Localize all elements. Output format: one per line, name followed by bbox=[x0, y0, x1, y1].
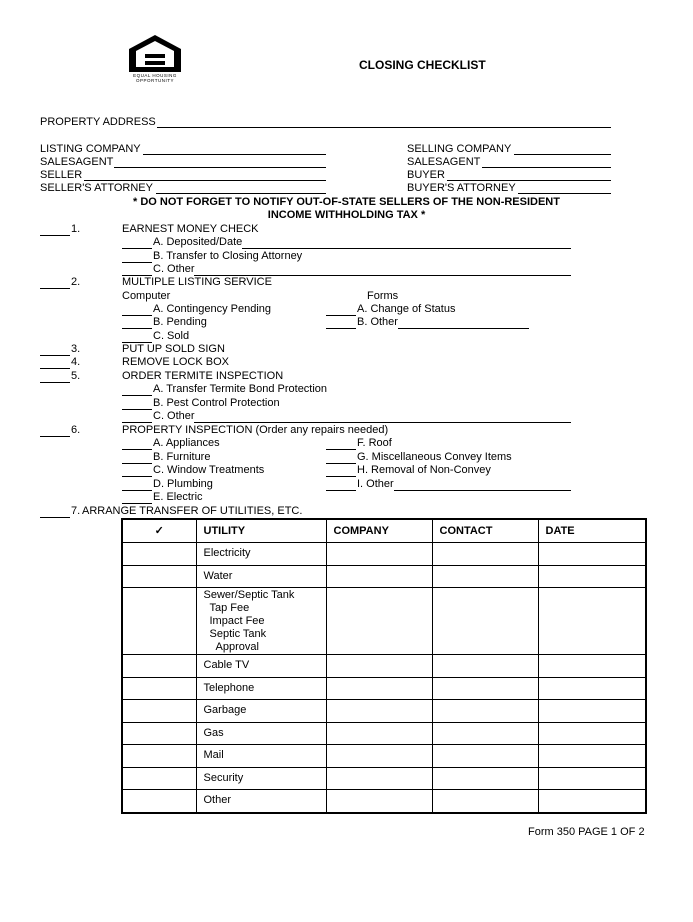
contact-cell[interactable] bbox=[432, 700, 538, 723]
contact-cell[interactable] bbox=[432, 543, 538, 566]
table-row bbox=[122, 565, 646, 588]
utility-telephone: Telephone bbox=[196, 677, 326, 700]
item-6i-checkline[interactable] bbox=[326, 490, 356, 491]
utility-septic-tank: Septic Tank bbox=[209, 627, 267, 640]
buyer-label: BUYER bbox=[407, 169, 445, 181]
table-row bbox=[122, 588, 646, 655]
contact-cell[interactable] bbox=[432, 655, 538, 678]
utility-garbage: Garbage bbox=[196, 700, 326, 723]
item-5c-label: C. Other bbox=[153, 410, 195, 422]
item-2a-label: A. Contingency Pending bbox=[153, 303, 272, 315]
contact-cell[interactable] bbox=[432, 745, 538, 768]
check-cell[interactable] bbox=[122, 655, 196, 678]
date-column-header: DATE bbox=[538, 519, 646, 543]
utility-tap-fee: Tap Fee bbox=[209, 601, 250, 614]
item-6e-checkline[interactable] bbox=[122, 503, 152, 504]
item-6e-label: E. Electric bbox=[153, 491, 203, 503]
item-2fa-checkline[interactable] bbox=[326, 315, 356, 316]
utility-gas: Gas bbox=[196, 722, 326, 745]
item-6f-checkline[interactable] bbox=[326, 449, 356, 450]
sellers-attorney-line[interactable] bbox=[156, 193, 326, 194]
item-2-title: MULTIPLE LISTING SERVICE bbox=[122, 276, 272, 288]
company-cell[interactable] bbox=[326, 543, 432, 566]
check-cell[interactable] bbox=[122, 767, 196, 790]
item-6g-checkline[interactable] bbox=[326, 463, 356, 464]
check-cell[interactable] bbox=[122, 700, 196, 723]
item-4-title: REMOVE LOCK BOX bbox=[122, 356, 229, 368]
item-5-number: 5. bbox=[71, 370, 81, 382]
item-1a-checkline[interactable] bbox=[122, 248, 152, 249]
item-2-checkline[interactable] bbox=[40, 288, 70, 289]
table-header-row bbox=[122, 519, 646, 543]
item-2fb-line[interactable] bbox=[398, 328, 529, 329]
date-cell[interactable] bbox=[538, 700, 646, 723]
item-6-number: 6. bbox=[71, 424, 81, 436]
check-cell[interactable] bbox=[122, 722, 196, 745]
item-3-checkline[interactable] bbox=[40, 355, 70, 356]
item-5b-checkline[interactable] bbox=[122, 409, 152, 410]
date-cell[interactable] bbox=[538, 543, 646, 566]
item-6c-checkline[interactable] bbox=[122, 476, 152, 477]
contact-cell[interactable] bbox=[432, 677, 538, 700]
contact-column-header: CONTACT bbox=[432, 519, 538, 543]
table-row bbox=[122, 745, 646, 768]
item-6b-checkline[interactable] bbox=[122, 463, 152, 464]
item-6-title: PROPERTY INSPECTION (Order any repairs needed) bbox=[122, 424, 389, 436]
selling-company-label: SELLING COMPANY bbox=[407, 143, 512, 155]
seller-line[interactable] bbox=[84, 180, 326, 181]
utilities-table bbox=[121, 518, 647, 814]
utility-cable: Cable TV bbox=[196, 655, 326, 678]
item-2fa-label: A. Change of Status bbox=[357, 303, 456, 315]
item-1a-label: A. Deposited/Date bbox=[153, 236, 243, 248]
utility-approval: Approval bbox=[215, 640, 259, 653]
item-6h-checkline[interactable] bbox=[326, 476, 356, 477]
item-2b-label: B. Pending bbox=[153, 316, 207, 328]
company-cell[interactable] bbox=[326, 700, 432, 723]
item-5-checkline[interactable] bbox=[40, 382, 70, 383]
utility-electricity: Electricity bbox=[196, 543, 326, 566]
item-6c-label: C. Window Treatments bbox=[153, 464, 265, 476]
contact-cell[interactable] bbox=[432, 565, 538, 588]
date-cell[interactable] bbox=[538, 588, 646, 655]
logo-text: EQUAL HOUSING OPPORTUNITY bbox=[133, 73, 177, 83]
date-cell[interactable] bbox=[538, 677, 646, 700]
company-cell[interactable] bbox=[326, 722, 432, 745]
item-6d-label: D. Plumbing bbox=[153, 478, 213, 490]
item-1-number: 1. bbox=[71, 223, 81, 235]
contact-cell[interactable] bbox=[432, 767, 538, 790]
item-6g-label: G. Miscellaneous Convey Items bbox=[357, 451, 512, 463]
salesagent-left-label: SALESAGENT bbox=[40, 156, 114, 168]
utility-security: Security bbox=[196, 767, 326, 790]
item-1a-line[interactable] bbox=[242, 248, 571, 249]
table-row bbox=[122, 722, 646, 745]
form-footer: Form 350 PAGE 1 OF 2 bbox=[528, 826, 645, 838]
utility-impact-fee: Impact Fee bbox=[209, 614, 265, 627]
item-1-title: EARNEST MONEY CHECK bbox=[122, 223, 259, 235]
item-6f-label: F. Roof bbox=[357, 437, 392, 449]
item-1c-label: C. Other bbox=[153, 263, 195, 275]
table-row bbox=[122, 543, 646, 566]
item-7-number: 7. bbox=[71, 505, 81, 517]
item-6i-label: I. Other bbox=[357, 478, 394, 490]
item-6i-line[interactable] bbox=[394, 490, 571, 491]
check-cell[interactable] bbox=[122, 565, 196, 588]
table-row bbox=[122, 700, 646, 723]
company-cell[interactable] bbox=[326, 565, 432, 588]
salesagent-right-line[interactable] bbox=[482, 167, 611, 168]
item-5a-checkline[interactable] bbox=[122, 395, 152, 396]
company-cell[interactable] bbox=[326, 588, 432, 655]
table-row bbox=[122, 767, 646, 790]
salesagent-left-line[interactable] bbox=[114, 167, 326, 168]
company-cell[interactable] bbox=[326, 767, 432, 790]
item-1-checkline[interactable] bbox=[40, 235, 70, 236]
property-address-label: PROPERTY ADDRESS bbox=[40, 116, 156, 128]
item-4-checkline[interactable] bbox=[40, 368, 70, 369]
item-6b-label: B. Furniture bbox=[153, 451, 211, 463]
item-3-title: PUT UP SOLD SIGN bbox=[122, 343, 225, 355]
utility-column-header: UTILITY bbox=[196, 519, 326, 543]
buyers-attorney-label: BUYER'S ATTORNEY bbox=[407, 182, 516, 194]
item-1b-checkline[interactable] bbox=[122, 262, 152, 263]
utility-water: Water bbox=[196, 565, 326, 588]
item-6a-checkline[interactable] bbox=[122, 449, 152, 450]
check-column-header: ✓ bbox=[122, 519, 196, 543]
check-cell[interactable] bbox=[122, 543, 196, 566]
table-row bbox=[122, 655, 646, 678]
item-5c-checkline[interactable] bbox=[122, 422, 152, 423]
company-cell[interactable] bbox=[326, 677, 432, 700]
item-4-number: 4. bbox=[71, 356, 81, 368]
item-2fb-label: B. Other bbox=[357, 316, 398, 328]
company-column-header: COMPANY bbox=[326, 519, 432, 543]
listing-company-label: LISTING COMPANY bbox=[40, 143, 141, 155]
date-cell[interactable] bbox=[538, 722, 646, 745]
contact-cell[interactable] bbox=[432, 722, 538, 745]
sellers-attorney-label: SELLER'S ATTORNEY bbox=[40, 182, 153, 194]
item-2a-checkline[interactable] bbox=[122, 315, 152, 316]
table-row bbox=[122, 677, 646, 700]
item-2fb-checkline[interactable] bbox=[326, 328, 356, 329]
seller-label: SELLER bbox=[40, 169, 83, 181]
item-2-computer-label: Computer bbox=[122, 290, 171, 302]
check-cell[interactable] bbox=[122, 745, 196, 768]
item-2c-label: C. Sold bbox=[153, 330, 190, 342]
utility-other: Other bbox=[196, 790, 326, 813]
item-3-number: 3. bbox=[71, 343, 81, 355]
date-cell[interactable] bbox=[538, 655, 646, 678]
selling-company-line[interactable] bbox=[514, 154, 611, 155]
item-6d-checkline[interactable] bbox=[122, 490, 152, 491]
item-7-title: ARRANGE TRANSFER OF UTILITIES, ETC. bbox=[82, 505, 303, 517]
date-cell[interactable] bbox=[538, 565, 646, 588]
property-address-line[interactable] bbox=[157, 127, 611, 128]
company-cell[interactable] bbox=[326, 745, 432, 768]
item-6h-label: H. Removal of Non-Convey bbox=[357, 464, 491, 476]
date-cell[interactable] bbox=[538, 790, 646, 813]
item-5-title: ORDER TERMITE INSPECTION bbox=[122, 370, 284, 382]
notice-line-1: * DO NOT FORGET TO NOTIFY OUT-OF-STATE SELLERS OF THE NON-RESIDENT bbox=[133, 196, 560, 208]
utility-sewer: Sewer/Septic Tank bbox=[203, 588, 295, 601]
company-cell[interactable] bbox=[326, 655, 432, 678]
buyers-attorney-line[interactable] bbox=[518, 193, 611, 194]
check-cell[interactable] bbox=[122, 588, 196, 655]
item-6a-label: A. Appliances bbox=[153, 437, 220, 449]
item-2-forms-label: Forms bbox=[367, 290, 399, 302]
item-1b-label: B. Transfer to Closing Attorney bbox=[153, 250, 303, 262]
date-cell[interactable] bbox=[538, 767, 646, 790]
table-row bbox=[122, 790, 646, 813]
item-6-checkline[interactable] bbox=[40, 436, 70, 437]
contact-cell[interactable] bbox=[432, 790, 538, 813]
utility-mail: Mail bbox=[196, 745, 326, 768]
item-7-checkline[interactable] bbox=[40, 517, 70, 518]
buyer-line[interactable] bbox=[447, 180, 611, 181]
item-2b-checkline[interactable] bbox=[122, 328, 152, 329]
listing-company-line[interactable] bbox=[143, 154, 326, 155]
date-cell[interactable] bbox=[538, 745, 646, 768]
item-2-number: 2. bbox=[71, 276, 81, 288]
salesagent-right-label: SALESAGENT bbox=[407, 156, 481, 168]
page-title: CLOSING CHECKLIST bbox=[359, 58, 486, 72]
item-5a-label: A. Transfer Termite Bond Protection bbox=[153, 383, 328, 395]
utility-sewer-cell bbox=[196, 588, 326, 655]
item-5c-line[interactable] bbox=[194, 422, 571, 423]
check-cell[interactable] bbox=[122, 790, 196, 813]
contact-cell[interactable] bbox=[432, 588, 538, 655]
item-5b-label: B. Pest Control Protection bbox=[153, 397, 280, 409]
notice-line-2: INCOME WITHHOLDING TAX * bbox=[267, 209, 426, 221]
check-cell[interactable] bbox=[122, 677, 196, 700]
company-cell[interactable] bbox=[326, 790, 432, 813]
